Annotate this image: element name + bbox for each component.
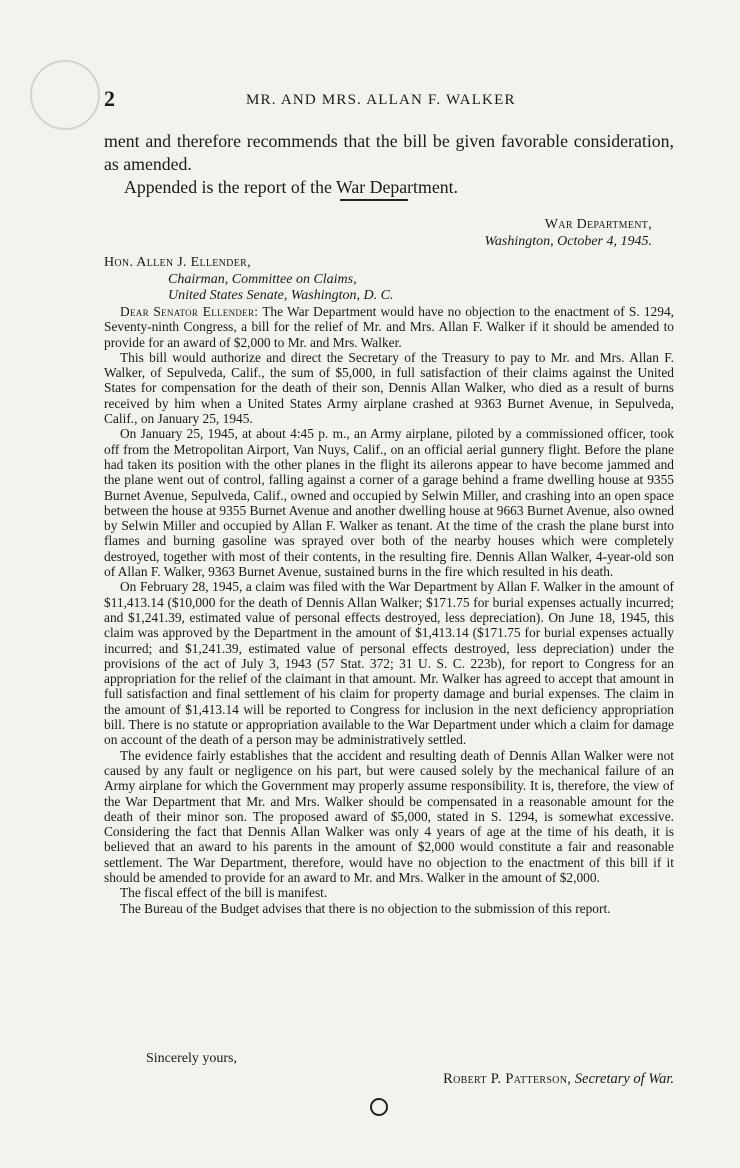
intro-paragraph-2: Appended is the report of the War Department. <box>124 177 458 197</box>
library-stamp <box>30 60 100 130</box>
letter-paragraph: On January 25, 1945, at about 4:45 p. m., an Army airplane, piloted by a commissioned officer, took off from the Metropolitan Airport, Van Nuys, Calif., on an official aerial gunnery flight. Before the plane had taken its position with the other planes in the flight its ailerons appear to have become jammed and the plane went out of control, falling against a corner of a garage behind a frame dwelling house at 9355 Burnet Avenue, Sepulveda, Calif., owned and occupied by Selwin Miller, and crashing into an open space between the house at 9355 Burnet Avenue and another dwelling house at 9663 Burnet Avenue, also owned by Selwin Miller and occupied by Allan F. Walker as tenant. At the time of the crash the plane burst into flames and burning gasoline was sprayed over both of the nearby houses which were completely destroyed, together with most of their contents, in the resulting fire. Dennis Allan Walker, 4-year-old son of Allan F. Walker, 9363 Burnet Avenue, sustained burns in the fire which resulted in his death. <box>104 426 674 580</box>
letter-body <box>104 304 674 916</box>
running-title: MR. AND MRS. ALLAN F. WALKER <box>246 92 516 108</box>
addressee-title: Chairman, Committee on Claims, <box>168 271 357 287</box>
addressee-org: United States Senate, Washington, D. C. <box>168 288 394 303</box>
signature-line <box>104 1071 674 1088</box>
letter-paragraph: The evidence fairly establishes that the accident and resulting death of Dennis Allan Walker were not caused by any fault or negligence on his part, but were caused solely by the mechanical failure of an Army airplane for which the Government may properly assume responsibility. It is, therefore, the view of the War Department that Mr. and Mrs. Walker should be compensated in a reasonable amount for the death of their minor son. The proposed award of $5,000, stated in S. 1294, is somewhat excessive. Considering the fact that Dennis Allan Walker was only 4 years of age at the time of his death, it is believed that an award to his parents in the amount of $2,000 would constitute a fair and reasonable settlement. The War Department, therefore, would have no objection to the enactment of this bill if it should be amended to provide for an award to Mr. and Mrs. Walker in the amount of $2,000. <box>104 747 674 885</box>
section-divider <box>340 199 408 201</box>
letter-paragraph: On February 28, 1945, a claim was filed with the War Department by Allan F. Walker in the amount of $11,413.14 ($10,000 for the death of Dennis Allan Walker; $171.75 for burial expenses actually incurred; and $1,241.39, estimated value of personal effects destroyed, less depreciation). On June 18, 1945, this claim was approved by the Department in the amount of $1,413.14 ($171.75 for burial expenses actually incurred; and $1,241.39, estimated value of personal effects destroyed, less depreciation) under the provisions of the act of July 3, 1943 (57 Stat. 372; 31 U. S. C. 223b), for report to Congress for an appropriation for the relief of the claimant in that amount. Mr. Walker has agreed to accept that amount in full satisfaction and final settlement of his claim for property damage and burial expenses. The claim in the amount of $1,413.14 will be reported to Congress for inclusion in the next deficiency appropriation bill. There is no statute or appropriation available to the War Department under which a claim for damage on account of the death of a person may be administratively settled. <box>104 579 674 748</box>
addressee-block <box>104 255 674 305</box>
salutation: Dear Senator Ellender: <box>120 304 259 319</box>
end-mark-circle <box>370 1098 388 1116</box>
addressee-name: Hon. Allen J. Ellender, <box>104 255 251 270</box>
page-number: 2 <box>104 86 115 111</box>
place-date: Washington, October 4, 1945. <box>484 234 652 249</box>
letter-paragraph: The Bureau of the Budget advises that there is no objection to the submission of this report. <box>120 900 611 916</box>
intro-paragraph-1: ment and therefore recommends that the bill be given favorable consideration, as amended. <box>104 131 674 174</box>
letter-paragraph: The fiscal effect of the bill is manifest. <box>120 885 328 901</box>
intro-text <box>104 130 674 199</box>
signer-name: Robert P. Patterson, <box>443 1071 572 1087</box>
letter-paragraph: Dear Senator Ellender: The War Department would have no objection to the enactment of S. 1294, Seventy-ninth Congress, a bill for the relief of Mr. and Mrs. Allan F. Walker if it should be amended to provide for an award of $2,000 to Mr. and Mrs. Walker. <box>104 304 674 350</box>
letter-paragraph: This bill would authorize and direct the Secretary of the Treasury to pay to Mr. and Mrs. Allan F. Walker, of Sepulveda, Calif., the sum of $5,000, in full satisfaction of their claims against the United States for compensation for the death of their son, Dennis Allan Walker, who died as a result of burns received by him when a United States Army airplane crashed at 9363 Burnet Avenue, in Sepulveda, Calif., on January 25, 1945. <box>104 349 674 427</box>
page-header <box>104 86 674 116</box>
complimentary-close: Sincerely yours, <box>146 1051 237 1066</box>
sender-department: War Department, <box>544 217 652 232</box>
signer-title: Secretary of War. <box>574 1071 674 1087</box>
letter-dateline <box>485 216 652 250</box>
closing-block <box>104 1050 674 1088</box>
